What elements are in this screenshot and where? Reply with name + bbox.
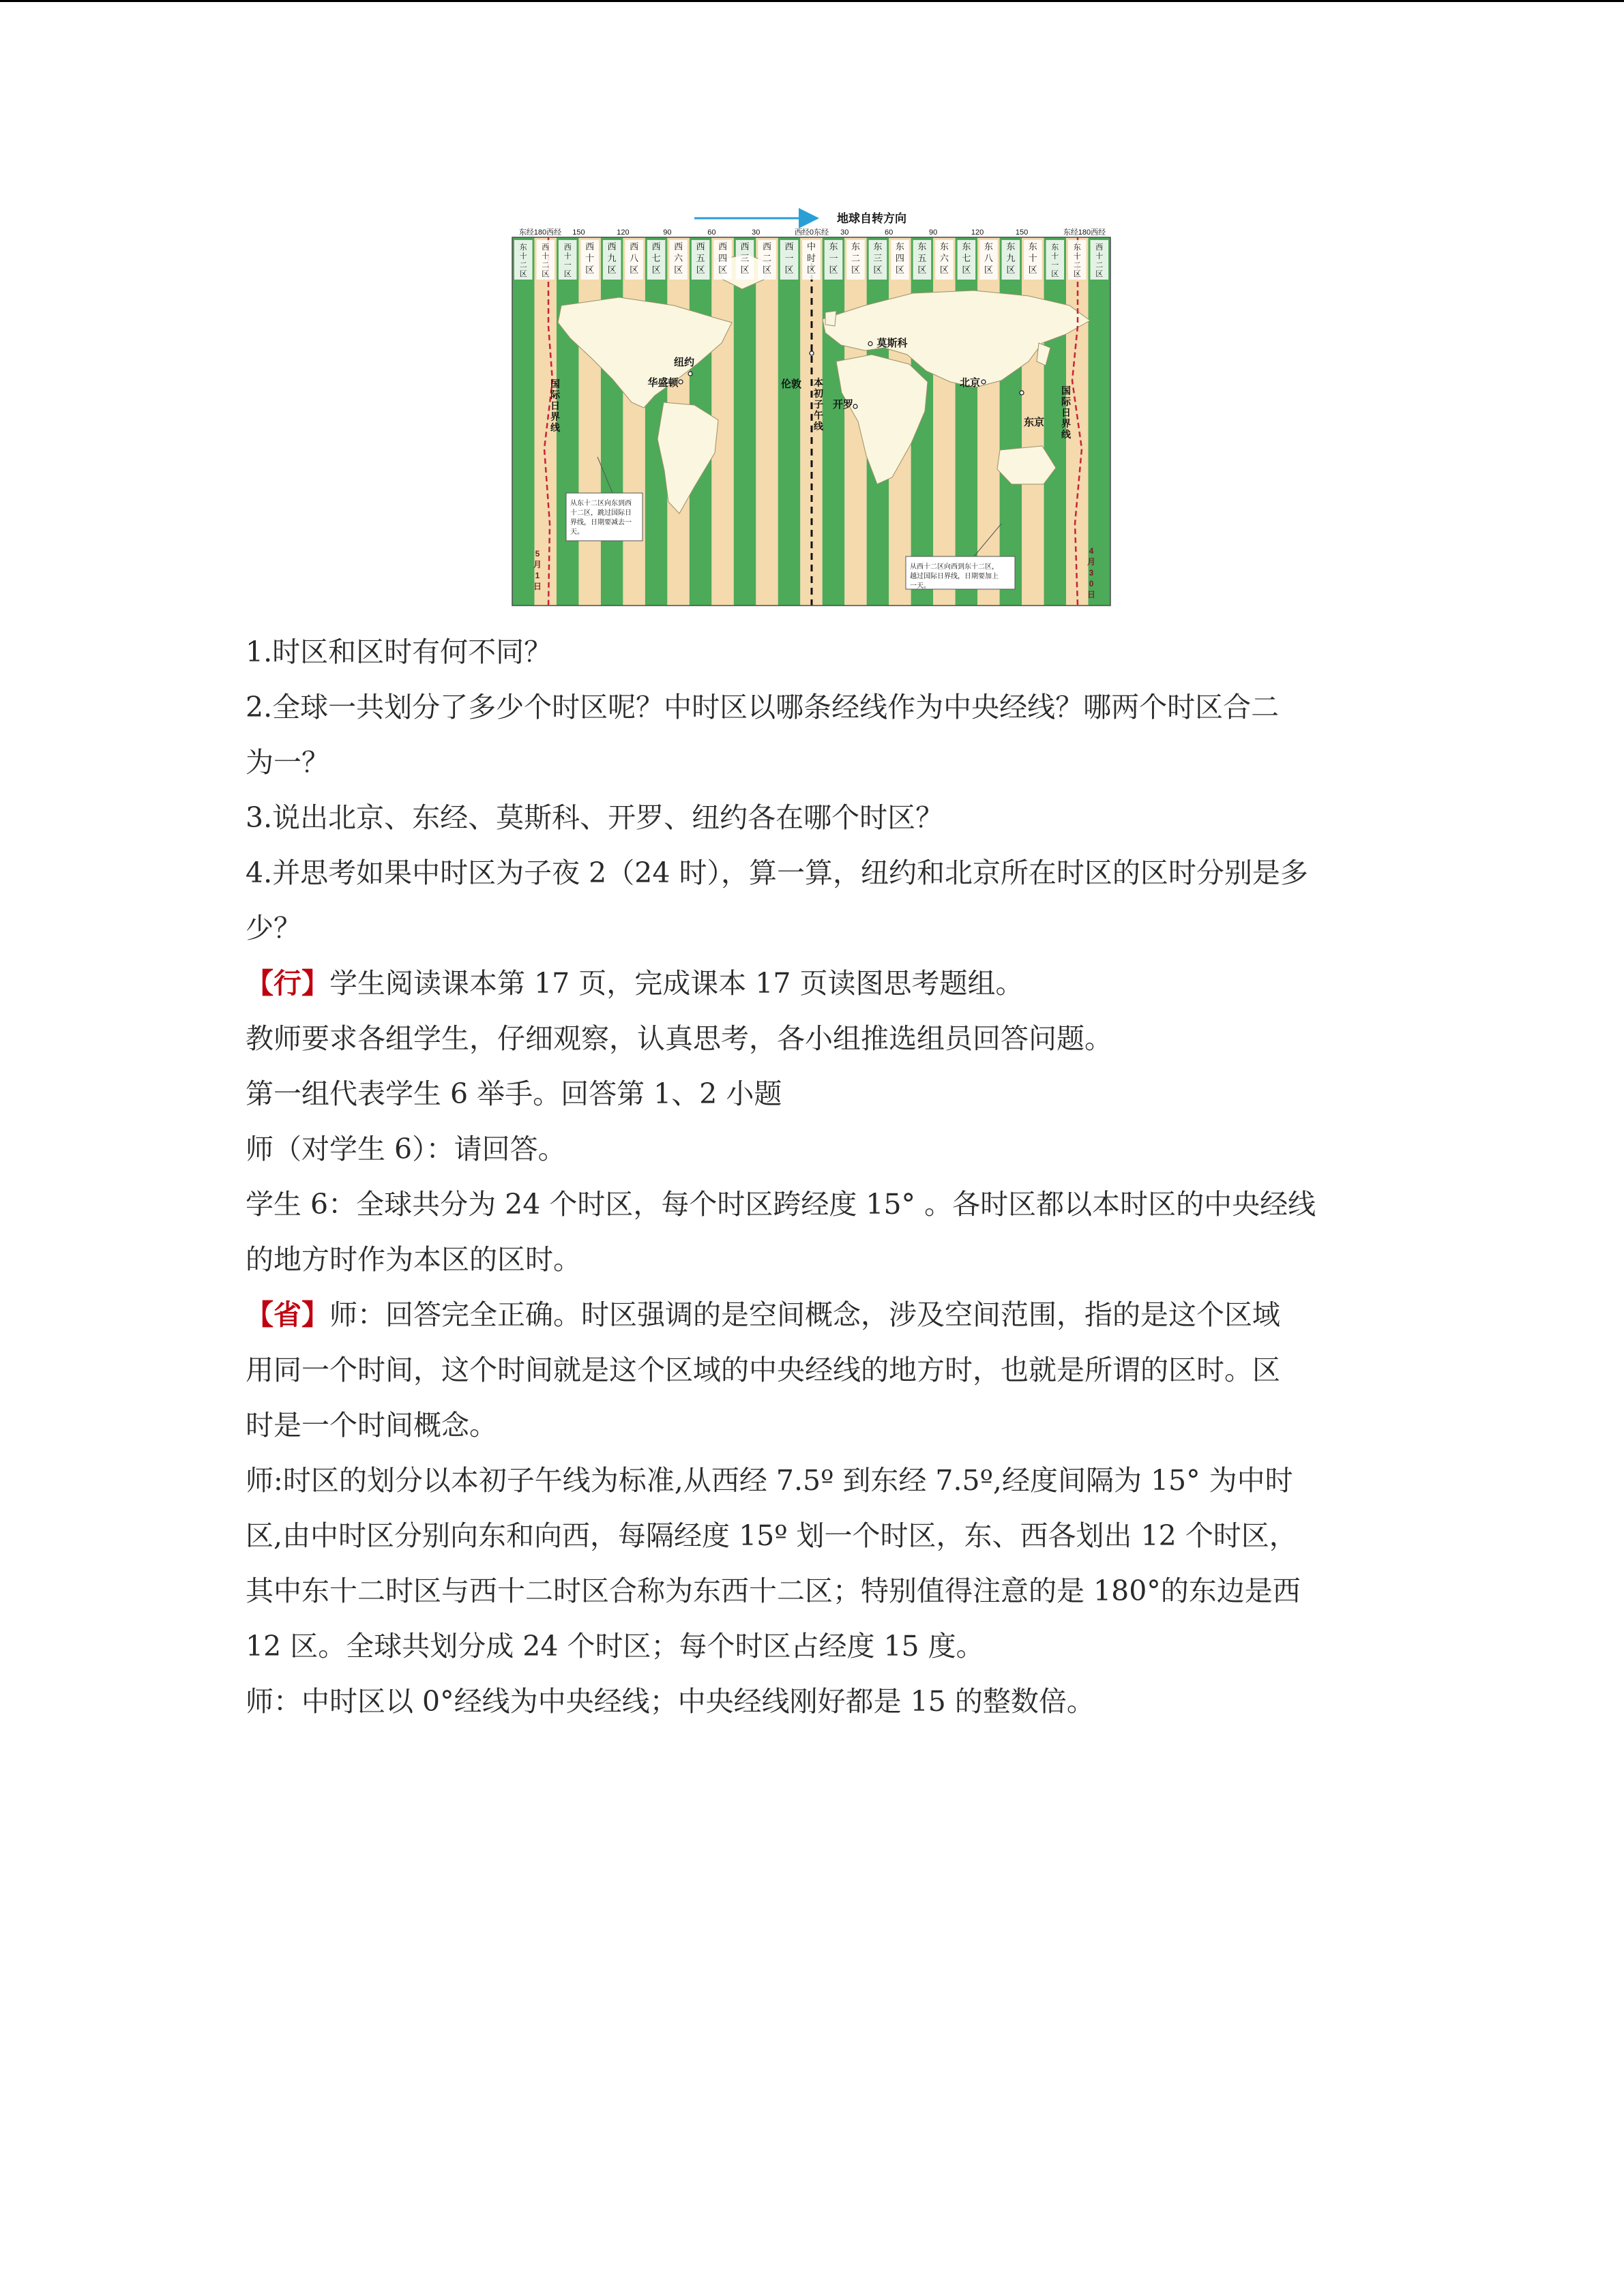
zone-strip xyxy=(1000,237,1022,606)
city-marker xyxy=(1020,391,1024,395)
line-text: 师：中时区以 0°经线为中央经线；中央经线刚好都是 15 的整数倍。 xyxy=(246,1685,1095,1718)
zone-label-char: 区 xyxy=(1073,270,1081,278)
city-label: 开罗 xyxy=(832,399,854,411)
meridian-number: 120 xyxy=(617,228,630,237)
line-text: 师：回答完全正确。时区强调的是空间概念，涉及空间范围，指的是这个区域 xyxy=(329,1298,1280,1331)
zone-label-char: 西 xyxy=(763,241,772,252)
line-text: 区,由中时区分别向东和向西，每隔经度 15º 划一个时区，东、西各划出 12 个时区， xyxy=(246,1519,1297,1552)
city-marker xyxy=(981,380,986,384)
idl-left-label: 日 xyxy=(550,400,560,411)
idl-left-label: 线 xyxy=(550,422,560,433)
date-left-label: 月 xyxy=(533,560,542,569)
zone-label-char: 八 xyxy=(630,253,639,263)
zone-label-char: 西 xyxy=(651,241,661,252)
text-line xyxy=(246,1398,1378,1453)
meridian-number: 90 xyxy=(663,228,672,237)
zone-label-char: 中 xyxy=(806,241,816,252)
zone-label-char: 区 xyxy=(630,265,639,275)
zone-label-char: 东 xyxy=(873,241,883,252)
zone-label-char: 九 xyxy=(1006,253,1016,263)
zone-label-char: 十 xyxy=(1028,253,1037,263)
prime-meridian-label: 本 xyxy=(814,377,823,388)
zone-label-char: 二 xyxy=(851,253,860,263)
rotation-direction-label: 地球自转方向 xyxy=(837,212,906,225)
zone-label-char: 九 xyxy=(607,253,617,263)
text-line xyxy=(246,1067,1378,1122)
city-label: 伦敦 xyxy=(780,378,802,390)
line-text: 师（对学生 6）：请回答。 xyxy=(246,1133,566,1165)
page-top-border xyxy=(0,0,1624,2)
text-line xyxy=(246,1177,1378,1232)
time-zone-map xyxy=(510,203,1112,607)
zone-strip xyxy=(623,237,645,606)
zone-label-char: 十 xyxy=(1073,252,1081,260)
prime-degree-label: 西经0东经 xyxy=(794,228,829,237)
city-label: 北京 xyxy=(959,377,981,389)
zone-label-char: 区 xyxy=(984,265,993,275)
zone-label-char: 东 xyxy=(1051,243,1059,252)
line-text: 时是一个时间概念。 xyxy=(246,1409,497,1442)
zone-label-char: 东 xyxy=(939,241,949,252)
text-line xyxy=(246,1232,1378,1287)
zone-label-char: 五 xyxy=(696,253,705,263)
zone-strip xyxy=(512,237,534,606)
zone-label-char: 东 xyxy=(962,241,971,252)
zone-label-char: 六 xyxy=(674,253,683,263)
line-text: 第一组代表学生 6 举手。回答第 1、2 小题 xyxy=(246,1077,782,1110)
zone-label-char: 区 xyxy=(1006,265,1016,275)
meridian-number: 30 xyxy=(840,228,849,237)
zone-label-char: 二 xyxy=(519,261,527,269)
zone-label-char: 十 xyxy=(1051,252,1059,260)
section-tag: 【行】 xyxy=(246,967,329,1000)
zone-label-char: 西 xyxy=(585,241,595,252)
date-right-label: 日 xyxy=(1087,590,1096,599)
city-marker xyxy=(810,351,814,355)
zone-label-char: 区 xyxy=(806,265,816,275)
zone-label-char: 西 xyxy=(1095,243,1104,252)
idl-right-label: 日 xyxy=(1061,407,1071,418)
zone-label-char: 十 xyxy=(1095,252,1104,260)
line-text: 师:时区的划分以本初子午线为标准,从西经 7.5º 到东经 7.5º,经度间隔为 15° 为中时 xyxy=(246,1464,1293,1497)
text-line xyxy=(246,956,1378,1011)
zone-label-char: 四 xyxy=(718,253,728,263)
note-text: 从西十二区向西到东十二区， xyxy=(910,563,999,571)
line-text: 用同一个时间，这个时间就是这个区域的中央经线的地方时，也就是所谓的区时。区 xyxy=(246,1354,1280,1386)
text-line xyxy=(246,1674,1378,1729)
lesson-text xyxy=(246,625,1378,1729)
zone-label-char: 区 xyxy=(873,265,883,275)
zone-label-char: 西 xyxy=(784,241,794,252)
zone-label-char: 一 xyxy=(829,253,838,263)
line-text: 12 区。全球共划分成 24 个时区；每个时区占经度 15 度。 xyxy=(246,1630,984,1663)
meridian-number: 90 xyxy=(929,228,938,237)
idl-left-label: 际 xyxy=(550,389,560,400)
line-text: 为一？ xyxy=(246,746,329,779)
meridian-number: 60 xyxy=(885,228,894,237)
zone-label-char: 西 xyxy=(607,241,617,252)
zone-label-char: 七 xyxy=(651,253,661,263)
zone-label-char: 三 xyxy=(740,253,750,263)
meridian-number: 150 xyxy=(572,228,585,237)
zone-strip xyxy=(823,237,844,606)
text-line xyxy=(246,625,1378,680)
zone-strip xyxy=(601,237,623,606)
city-label: 纽约 xyxy=(673,357,695,368)
zone-label-char: 东 xyxy=(519,243,527,252)
city-marker xyxy=(679,380,683,384)
zone-label-char: 八 xyxy=(984,253,993,263)
zone-label-char: 四 xyxy=(895,253,904,263)
text-line xyxy=(246,1508,1378,1564)
zone-label-char: 区 xyxy=(895,265,904,275)
zone-label-char: 东 xyxy=(829,241,838,252)
zone-strip xyxy=(734,237,756,606)
prime-meridian-label: 初 xyxy=(814,388,823,399)
zone-label-char: 二 xyxy=(1095,261,1104,269)
line-text: 1.时区和区时有何不同？ xyxy=(246,636,552,668)
zone-label-char: 五 xyxy=(917,253,927,263)
idl-left-label: 国 xyxy=(550,378,560,389)
date-right-label: 4 xyxy=(1089,546,1094,556)
date-left-label: 日 xyxy=(533,582,542,591)
zone-label-char: 二 xyxy=(1073,261,1081,269)
zone-label-char: 区 xyxy=(718,265,728,275)
prime-meridian-label: 午 xyxy=(814,410,823,421)
meridian-number: 120 xyxy=(971,228,984,237)
note-left xyxy=(566,493,643,541)
zone-label-char: 十 xyxy=(585,253,595,263)
city-label: 东京 xyxy=(1023,417,1045,428)
line-text: 学生阅读课本第 17 页，完成课本 17 页读图思考题组。 xyxy=(329,967,1024,1000)
text-line xyxy=(246,1343,1378,1398)
zone-label-char: 区 xyxy=(1095,270,1104,278)
zone-label-char: 区 xyxy=(585,265,595,275)
text-line xyxy=(246,1287,1378,1343)
text-line xyxy=(246,1619,1378,1674)
zone-label-char: 区 xyxy=(1028,265,1037,275)
zone-label-char: 西 xyxy=(542,243,550,252)
zone-label-char: 区 xyxy=(607,265,617,275)
line-text: 学生 6：全球共分为 24 个时区，每个时区跨经度 15° 。各时区都以本时区的中央经线 xyxy=(246,1188,1316,1221)
date-right-label: 0 xyxy=(1089,579,1094,588)
text-line xyxy=(246,735,1378,790)
top-left-degree-label: 东经180西经 xyxy=(518,228,562,237)
line-text: 4.并思考如果中时区为子夜 2（24 时），算一算，纽约和北京所在时区的区时分别是多 xyxy=(246,856,1308,889)
city-marker xyxy=(688,372,692,376)
date-left-label: 5 xyxy=(535,549,540,558)
zone-label-char: 区 xyxy=(1051,270,1059,278)
zone-label-char: 区 xyxy=(763,265,772,275)
line-text: 其中东十二时区与西十二时区合称为东西十二区；特别值得注意的是 180°的东边是西 xyxy=(246,1575,1301,1607)
zone-label-char: 一 xyxy=(563,261,572,269)
meridian-number: 30 xyxy=(752,228,761,237)
line-text: 2.全球一共划分了多少个时区呢？中时区以哪条经线作为中央经线？哪两个时区合二 xyxy=(246,691,1280,724)
prime-meridian-label: 线 xyxy=(814,421,823,432)
date-left-label: 1 xyxy=(535,571,540,580)
city-label: 莫斯科 xyxy=(876,338,908,349)
zone-label-char: 东 xyxy=(1028,241,1037,252)
zone-strip xyxy=(778,237,800,606)
zone-label-char: 区 xyxy=(851,265,860,275)
note-text: 从东十二区向东到西 xyxy=(570,500,632,507)
line-text: 3.说出北京、东经、莫斯科、开罗、纽约各在哪个时区？ xyxy=(246,801,944,834)
zone-label-char: 西 xyxy=(718,241,728,252)
zone-label-char: 西 xyxy=(674,241,683,252)
section-tag: 【省】 xyxy=(246,1298,329,1331)
note-text: 一天。 xyxy=(910,582,930,590)
idl-right-label: 界 xyxy=(1061,418,1071,429)
zone-label-char: 西 xyxy=(563,243,572,252)
zone-label-char: 区 xyxy=(917,265,927,275)
note-text: 天。 xyxy=(570,528,584,536)
time-zone-map-svg xyxy=(510,203,1112,607)
zone-label-char: 区 xyxy=(519,270,527,278)
zone-label-char: 东 xyxy=(1006,241,1016,252)
date-right-label: 3 xyxy=(1089,568,1094,578)
meridian-number: 150 xyxy=(1015,228,1029,237)
note-text: 十二区，跳过国际日 xyxy=(570,509,632,517)
line-text: 少？ xyxy=(246,912,301,944)
city-marker xyxy=(868,342,872,346)
text-line xyxy=(246,1122,1378,1177)
city-marker xyxy=(853,404,857,408)
text-line xyxy=(246,1453,1378,1508)
zone-label-char: 一 xyxy=(1051,261,1059,269)
zone-label-char: 十 xyxy=(563,252,572,260)
zone-label-char: 区 xyxy=(740,265,750,275)
idl-right-label: 线 xyxy=(1061,429,1071,440)
note-right xyxy=(906,556,1015,590)
zone-label-char: 区 xyxy=(939,265,949,275)
zone-label-char: 西 xyxy=(740,241,750,252)
zone-strip xyxy=(756,237,778,606)
zone-label-char: 一 xyxy=(784,253,794,263)
line-text: 的地方时作为本区的区时。 xyxy=(246,1243,581,1276)
top-right-degree-label: 东经180西经 xyxy=(1063,228,1106,237)
line-text: 教师要求各组学生，仔细观察，认真思考，各小组推选组员回答问题。 xyxy=(246,1022,1112,1055)
zone-label-char: 区 xyxy=(542,270,550,278)
zone-label-char: 东 xyxy=(895,241,904,252)
zone-label-char: 区 xyxy=(651,265,661,275)
zone-label-char: 十 xyxy=(519,252,527,260)
zone-strip xyxy=(578,237,600,606)
meridian-number: 60 xyxy=(707,228,716,237)
text-line xyxy=(246,1564,1378,1619)
zone-label-char: 十 xyxy=(542,252,550,260)
idl-left-label: 界 xyxy=(550,411,560,422)
idl-right-label: 际 xyxy=(1061,396,1071,407)
continent-shape xyxy=(825,311,836,326)
text-line xyxy=(246,1011,1378,1067)
zone-label-char: 东 xyxy=(917,241,927,252)
zone-label-char: 三 xyxy=(873,253,883,263)
city-label: 华盛顿 xyxy=(647,377,679,389)
text-line xyxy=(246,901,1378,956)
text-line xyxy=(246,790,1378,846)
zone-label-char: 区 xyxy=(563,270,572,278)
zone-label-char: 区 xyxy=(962,265,971,275)
zone-label-char: 区 xyxy=(674,265,683,275)
date-right-label: 月 xyxy=(1087,557,1096,567)
zone-label-char: 东 xyxy=(851,241,860,252)
zone-label-char: 东 xyxy=(984,241,993,252)
zone-label-char: 六 xyxy=(939,253,949,263)
zone-label-char: 区 xyxy=(829,265,838,275)
text-line xyxy=(246,846,1378,901)
prime-meridian-label: 子 xyxy=(814,399,823,410)
zone-label-char: 西 xyxy=(630,241,639,252)
zone-label-char: 区 xyxy=(784,265,794,275)
zone-label-char: 东 xyxy=(1073,243,1081,252)
zone-label-char: 七 xyxy=(962,253,971,263)
note-text: 越过国际日界线，日期要加上 xyxy=(910,573,999,580)
zone-label-char: 二 xyxy=(763,253,772,263)
zone-label-char: 区 xyxy=(696,265,705,275)
zone-label-char: 西 xyxy=(696,241,705,252)
zone-label-char: 二 xyxy=(542,261,550,269)
note-text: 界线，日期要减去一 xyxy=(570,519,632,526)
text-line xyxy=(246,680,1378,735)
zone-label-char: 时 xyxy=(806,253,816,263)
idl-right-label: 国 xyxy=(1061,385,1071,396)
